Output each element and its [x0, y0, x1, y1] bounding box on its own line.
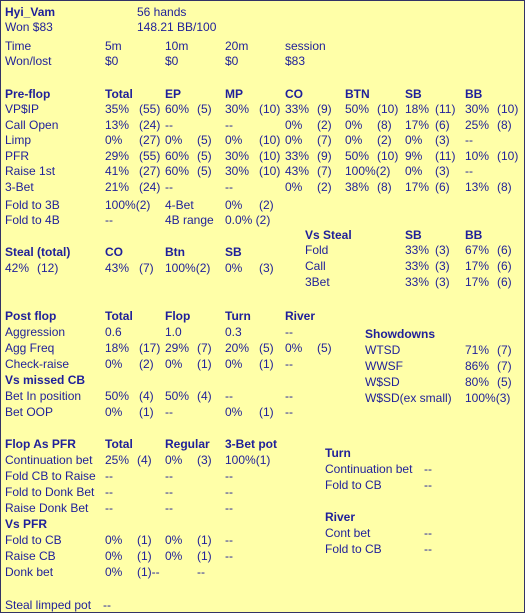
- fold-to-3b-value: 100%(2): [105, 198, 151, 212]
- won-amount: Won $83: [5, 20, 53, 34]
- won-lost-cell: $0: [165, 54, 179, 68]
- showdown-label: W$SD: [365, 375, 400, 389]
- preflop-value: 35%: [105, 102, 130, 116]
- preflop-count: (6): [435, 117, 450, 132]
- flop-pfr-row-label: Raise Donk Bet: [5, 501, 89, 515]
- steal-limped-pot-value: --: [103, 598, 111, 612]
- missed-cb-count: (1): [259, 405, 274, 419]
- preflop-value: --: [465, 133, 473, 147]
- time-header: session: [285, 39, 326, 53]
- showdown-count: (7): [497, 343, 512, 357]
- preflop-count: (10): [259, 148, 281, 163]
- postflop-value: 0.3: [225, 325, 242, 339]
- flop-pfr-value: --: [225, 485, 233, 499]
- vs-steal-value: 17%: [465, 275, 490, 289]
- postflop-header: Flop: [165, 309, 191, 323]
- preflop-count: (10): [259, 102, 281, 116]
- postflop-value: --: [285, 325, 293, 339]
- flop-pfr-count: (4): [137, 453, 152, 467]
- preflop-header: Total: [105, 87, 133, 101]
- preflop-count: (10): [259, 133, 281, 147]
- steal-title: Steal (total): [5, 245, 71, 259]
- flop-pfr-header: 3-Bet pot: [225, 437, 277, 451]
- postflop-row-label: Aggression: [5, 325, 66, 339]
- missed-cb-value: --: [165, 405, 173, 419]
- postflop-value: 0.6: [105, 325, 122, 339]
- flop-pfr-row-label: Fold to Donk Bet: [5, 485, 95, 499]
- flop-pfr-row-label: Continuation bet: [5, 453, 93, 467]
- four-bet-count: (2): [259, 198, 274, 212]
- preflop-header: BTN: [345, 87, 370, 101]
- flop-pfr-value: --: [105, 469, 113, 483]
- missed-cb-count: (4): [139, 389, 154, 403]
- vs-missed-cb-title: Vs missed CB: [5, 373, 86, 387]
- vs-pfr-value: 0%: [105, 565, 123, 579]
- won-lost-cell: $0: [225, 54, 239, 68]
- vs-pfr-row-label: Donk bet: [5, 565, 54, 579]
- four-bet-range-label: 4B range: [165, 213, 214, 227]
- preflop-count: (8): [377, 117, 392, 132]
- vs-pfr-value: 0%: [105, 549, 123, 563]
- vs-steal-title: Vs Steal: [305, 228, 352, 242]
- preflop-value: 30%: [225, 102, 250, 116]
- preflop-count: (5): [197, 133, 212, 147]
- preflop-value: 60%: [165, 102, 190, 116]
- preflop-header: EP: [165, 87, 182, 101]
- preflop-value: 0%: [345, 117, 363, 132]
- flop-pfr-value: 25%: [105, 453, 130, 467]
- time-header: 5m: [105, 39, 122, 53]
- preflop-value: 17%: [405, 179, 430, 194]
- preflop-value: 0%: [405, 164, 423, 178]
- preflop-value: 60%: [165, 164, 190, 178]
- river-row-value: --: [424, 526, 432, 540]
- preflop-count: (8): [377, 179, 392, 194]
- vs-pfr-count: (1)--: [137, 565, 160, 579]
- missed-cb-value: 0%: [105, 405, 123, 419]
- vs-steal-count: (3): [435, 275, 450, 289]
- flop-pfr-value: --: [165, 485, 173, 499]
- postflop-value: 0%: [225, 357, 243, 371]
- missed-cb-value: --: [225, 389, 233, 403]
- vs-steal-row-label: Call: [305, 259, 326, 273]
- vs-pfr-count: (1): [197, 549, 212, 563]
- showdown-value: 86%: [465, 359, 490, 373]
- showdown-value: 80%: [465, 375, 490, 389]
- turn-row-label: Fold to CB: [325, 478, 382, 492]
- showdown-count: (7): [497, 359, 512, 373]
- time-header: 20m: [225, 39, 249, 53]
- preflop-value: 0%: [225, 133, 243, 147]
- vs-steal-count: (6): [497, 275, 512, 289]
- vs-steal-value: 33%: [405, 243, 430, 257]
- preflop-value: 100%(2): [345, 164, 391, 178]
- flop-pfr-header: Total: [105, 437, 133, 451]
- preflop-value: 30%: [465, 102, 490, 116]
- won-lost-cell: Won/lost: [5, 54, 52, 68]
- four-bet-value: 0%: [225, 198, 243, 212]
- flop-pfr-count: (3): [197, 453, 212, 467]
- vs-steal-header: BB: [465, 228, 483, 242]
- won-lost-cell: $0: [105, 54, 119, 68]
- vs-pfr-value: --: [225, 533, 233, 547]
- preflop-value: 21%: [105, 179, 130, 194]
- turn-title: Turn: [325, 446, 351, 460]
- preflop-count: (24): [139, 179, 161, 194]
- preflop-count: (3): [435, 164, 450, 178]
- preflop-count: (24): [139, 117, 161, 132]
- preflop-value: 33%: [285, 102, 310, 116]
- river-row-value: --: [424, 542, 432, 556]
- turn-row-value: --: [424, 478, 432, 492]
- vs-pfr-value: 0%: [105, 533, 123, 547]
- flop-pfr-value: --: [225, 469, 233, 483]
- preflop-header: CO: [285, 87, 303, 101]
- preflop-value: 50%: [345, 148, 370, 163]
- won-lost-cell: $83: [285, 54, 306, 68]
- postflop-count: (1): [197, 357, 212, 371]
- vs-pfr-value: 0%: [165, 533, 183, 547]
- preflop-count: (2): [317, 179, 332, 194]
- preflop-value: 0%: [105, 133, 123, 147]
- fold-to-3b-label: Fold to 3B: [5, 198, 60, 212]
- missed-cb-count: (4): [197, 389, 212, 403]
- time-header: Time: [5, 39, 32, 53]
- preflop-count: (11): [435, 148, 456, 163]
- steal-header: CO: [105, 245, 123, 259]
- vs-steal-header: SB: [405, 228, 422, 242]
- preflop-value: 30%: [225, 164, 250, 178]
- vs-pfr-title: Vs PFR: [5, 517, 48, 531]
- preflop-count: (7): [317, 133, 332, 147]
- postflop-title: Post flop: [5, 309, 57, 323]
- flop-pfr-value: --: [105, 501, 113, 515]
- river-row-label: Fold to CB: [325, 542, 382, 556]
- vs-pfr-count: (1): [197, 533, 212, 547]
- vs-steal-count: (3): [435, 259, 450, 273]
- postflop-count: (5): [259, 341, 274, 355]
- preflop-value: 0%: [285, 179, 303, 194]
- fold-to-4b-label: Fold to 4B: [5, 213, 60, 227]
- flop-pfr-title: Flop As PFR: [5, 437, 76, 451]
- preflop-value: 0%: [345, 133, 363, 147]
- preflop-value: 50%: [345, 102, 370, 116]
- preflop-count: (10): [259, 164, 281, 178]
- preflop-count: (9): [317, 148, 332, 163]
- missed-cb-row-label: Bet OOP: [5, 405, 54, 419]
- preflop-count: (10): [377, 148, 399, 163]
- steal-value: (7): [139, 261, 154, 275]
- steal-limped-pot-label: Steal limped pot: [5, 598, 92, 612]
- preflop-count: (10): [377, 102, 399, 116]
- preflop-count: (27): [139, 164, 161, 178]
- postflop-value: 0%: [165, 357, 183, 371]
- river-title: River: [325, 510, 356, 524]
- missed-cb-count: (1): [139, 405, 154, 419]
- four-bet-range-value: 0.0% (2): [225, 213, 271, 227]
- steal-header: SB: [225, 245, 242, 259]
- postflop-value: 0%: [105, 357, 123, 371]
- preflop-count: (2): [317, 117, 332, 132]
- vs-pfr-value: 0%: [165, 549, 183, 563]
- preflop-row-label: Limp: [5, 133, 32, 147]
- postflop-header: River: [285, 309, 316, 323]
- missed-cb-value: 0%: [225, 405, 243, 419]
- preflop-value: --: [165, 117, 173, 132]
- preflop-value: 30%: [225, 148, 250, 163]
- showdown-count: (5): [497, 375, 512, 389]
- vs-steal-count: (6): [497, 259, 512, 273]
- flop-pfr-header: Regular: [165, 437, 210, 451]
- postflop-count: (17): [139, 341, 161, 355]
- preflop-value: 9%: [405, 148, 423, 163]
- flop-pfr-value: --: [105, 485, 113, 499]
- postflop-value: 20%: [225, 341, 250, 355]
- preflop-header: MP: [225, 87, 243, 101]
- time-header: 10m: [165, 39, 189, 53]
- river-row-label: Cont bet: [325, 526, 371, 540]
- preflop-value: 10%: [465, 148, 490, 163]
- preflop-value: --: [225, 117, 233, 132]
- preflop-row-label: 3-Bet: [5, 179, 34, 194]
- preflop-count: (5): [197, 148, 212, 163]
- postflop-count: (2): [139, 357, 154, 371]
- preflop-count: (55): [139, 148, 161, 163]
- preflop-count: (8): [497, 117, 512, 132]
- preflop-count: (27): [139, 133, 161, 147]
- showdown-label: W$SD(ex small): [365, 391, 452, 405]
- preflop-value: 13%: [105, 117, 130, 132]
- postflop-value: 0%: [285, 341, 303, 355]
- preflop-value: 0%: [285, 117, 303, 132]
- vs-steal-value: 67%: [465, 243, 490, 257]
- preflop-count: (10): [497, 148, 519, 163]
- preflop-row-label: VP$IP: [5, 102, 40, 116]
- vs-steal-count: (3): [435, 243, 450, 257]
- showdown-label: WWSF: [365, 359, 403, 373]
- postflop-count: (7): [197, 341, 212, 355]
- preflop-count: (11): [435, 102, 456, 116]
- preflop-value: 29%: [105, 148, 130, 163]
- preflop-header: SB: [405, 87, 422, 101]
- preflop-value: 18%: [405, 102, 430, 116]
- missed-cb-row-label: Bet In position: [5, 389, 82, 403]
- vs-pfr-value: --: [197, 565, 205, 579]
- steal-value: (3): [259, 261, 274, 275]
- steal-value: 100%(2): [165, 261, 211, 275]
- preflop-count: (7): [317, 164, 332, 178]
- postflop-header: Total: [105, 309, 133, 323]
- vs-pfr-count: (1): [137, 549, 152, 563]
- flop-pfr-value: 100%(1): [225, 453, 271, 467]
- flop-pfr-value: --: [225, 501, 233, 515]
- preflop-count: (9): [317, 102, 332, 116]
- missed-cb-value: --: [285, 405, 293, 419]
- vs-pfr-row-label: Raise CB: [5, 549, 56, 563]
- steal-header: Btn: [165, 245, 185, 259]
- preflop-value: 43%: [285, 164, 310, 178]
- preflop-header: BB: [465, 87, 483, 101]
- postflop-count: (1): [259, 357, 274, 371]
- preflop-value: 60%: [165, 148, 190, 163]
- preflop-row-label: PFR: [5, 148, 29, 163]
- preflop-value: 0%: [165, 133, 183, 147]
- showdown-value: 71%: [465, 343, 490, 357]
- showdown-value: 100%(3): [465, 391, 511, 405]
- preflop-value: 13%: [465, 179, 490, 194]
- missed-cb-value: --: [285, 389, 293, 403]
- vs-pfr-row-label: Fold to CB: [5, 533, 62, 547]
- flop-pfr-value: --: [165, 469, 173, 483]
- vs-steal-value: 33%: [405, 259, 430, 273]
- postflop-header: Turn: [225, 309, 251, 323]
- preflop-value: 25%: [465, 117, 490, 132]
- hands-count: 56 hands: [137, 5, 187, 19]
- preflop-row-label: Call Open: [5, 117, 59, 132]
- steal-value: 0%: [225, 261, 243, 275]
- turn-row-value: --: [424, 462, 432, 476]
- preflop-count: (6): [435, 179, 450, 194]
- vs-steal-value: 33%: [405, 275, 430, 289]
- vs-steal-row-label: Fold: [305, 243, 329, 257]
- steal-value: (12): [37, 261, 59, 275]
- vs-steal-row-label: 3Bet: [305, 275, 330, 289]
- vs-pfr-value: --: [225, 549, 233, 563]
- turn-row-label: Continuation bet: [325, 462, 413, 476]
- postflop-row-label: Agg Freq: [5, 341, 55, 355]
- missed-cb-value: 50%: [165, 389, 190, 403]
- preflop-value: --: [165, 179, 173, 194]
- preflop-value: 0%: [405, 133, 423, 147]
- preflop-count: (55): [139, 102, 161, 116]
- preflop-count: (5): [197, 164, 212, 178]
- flop-pfr-row-label: Fold CB to Raise: [5, 469, 96, 483]
- postflop-value: 29%: [165, 341, 190, 355]
- flop-pfr-value: --: [165, 501, 173, 515]
- player-name: Hyi_Vam: [5, 5, 56, 19]
- preflop-count: (3): [435, 133, 450, 147]
- flop-pfr-value: 0%: [165, 453, 183, 467]
- postflop-row-label: Check-raise: [5, 357, 70, 371]
- vs-steal-value: 17%: [465, 259, 490, 273]
- preflop-value: --: [225, 179, 233, 194]
- preflop-count: (5): [197, 102, 212, 116]
- showdowns-title: Showdowns: [365, 327, 435, 341]
- preflop-value: 38%: [345, 179, 370, 194]
- preflop-title: Pre-flop: [5, 87, 51, 101]
- postflop-value: --: [285, 357, 293, 371]
- bb-per-100: 148.21 BB/100: [137, 20, 217, 34]
- preflop-count: (10): [497, 102, 519, 116]
- showdown-label: WTSD: [365, 343, 401, 357]
- preflop-count: (8): [497, 179, 512, 194]
- preflop-row-label: Raise 1st: [5, 164, 56, 178]
- postflop-value: 18%: [105, 341, 130, 355]
- four-bet-label: 4-Bet: [165, 198, 194, 212]
- steal-value: 43%: [105, 261, 130, 275]
- fold-to-4b-value: --: [105, 213, 113, 227]
- preflop-value: 17%: [405, 117, 430, 132]
- preflop-count: (2): [377, 133, 392, 147]
- preflop-value: 41%: [105, 164, 130, 178]
- postflop-value: 1.0: [165, 325, 182, 339]
- missed-cb-value: 50%: [105, 389, 130, 403]
- preflop-value: --: [465, 164, 473, 178]
- preflop-value: 33%: [285, 148, 310, 163]
- vs-pfr-count: (1): [137, 533, 152, 547]
- preflop-value: 0%: [285, 133, 303, 147]
- postflop-count: (5): [317, 341, 332, 355]
- vs-steal-count: (6): [497, 243, 512, 257]
- steal-value: 42%: [5, 261, 30, 275]
